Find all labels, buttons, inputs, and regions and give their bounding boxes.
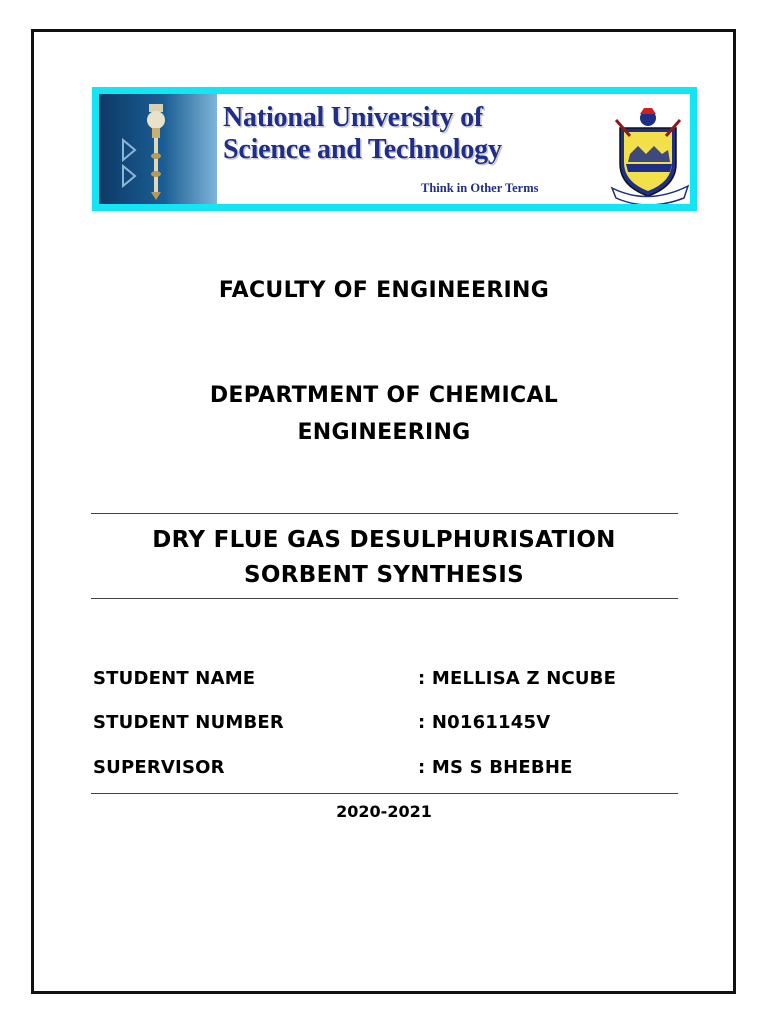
project-title-line1: DRY FLUE GAS DESULPHURISATION bbox=[152, 527, 616, 553]
supervisor-value: : MS S BHEBHE bbox=[418, 757, 573, 778]
university-name-line1: National University of bbox=[223, 102, 484, 133]
supervisor-label: SUPERVISOR bbox=[93, 757, 225, 778]
banner-left-panel bbox=[99, 94, 217, 204]
title-top-rule bbox=[91, 513, 678, 514]
department-line1: DEPARTMENT OF CHEMICAL bbox=[209, 383, 559, 408]
details-bottom-rule bbox=[91, 793, 678, 794]
department-line2: ENGINEERING bbox=[297, 420, 471, 445]
project-title-line2: SORBENT SYNTHESIS bbox=[244, 562, 524, 588]
department-heading bbox=[0, 377, 768, 451]
banner-inner bbox=[99, 94, 690, 204]
university-name bbox=[223, 102, 502, 166]
title-bottom-rule bbox=[91, 598, 678, 599]
university-tagline: Think in Other Terms bbox=[421, 181, 539, 195]
university-name-line2: Science and Technology bbox=[223, 134, 502, 165]
university-banner bbox=[92, 87, 697, 211]
student-number-value: : N0161145V bbox=[418, 712, 551, 733]
student-name-value: : MELLISA Z NCUBE bbox=[418, 668, 617, 689]
student-name-label: STUDENT NAME bbox=[93, 668, 256, 689]
mace-icon bbox=[121, 100, 191, 200]
university-crest-icon bbox=[602, 106, 690, 204]
student-number-label: STUDENT NUMBER bbox=[93, 712, 284, 733]
faculty-heading: FACULTY OF ENGINEERING bbox=[218, 278, 550, 303]
project-title bbox=[0, 523, 768, 593]
academic-year: 2020-2021 bbox=[336, 802, 432, 821]
